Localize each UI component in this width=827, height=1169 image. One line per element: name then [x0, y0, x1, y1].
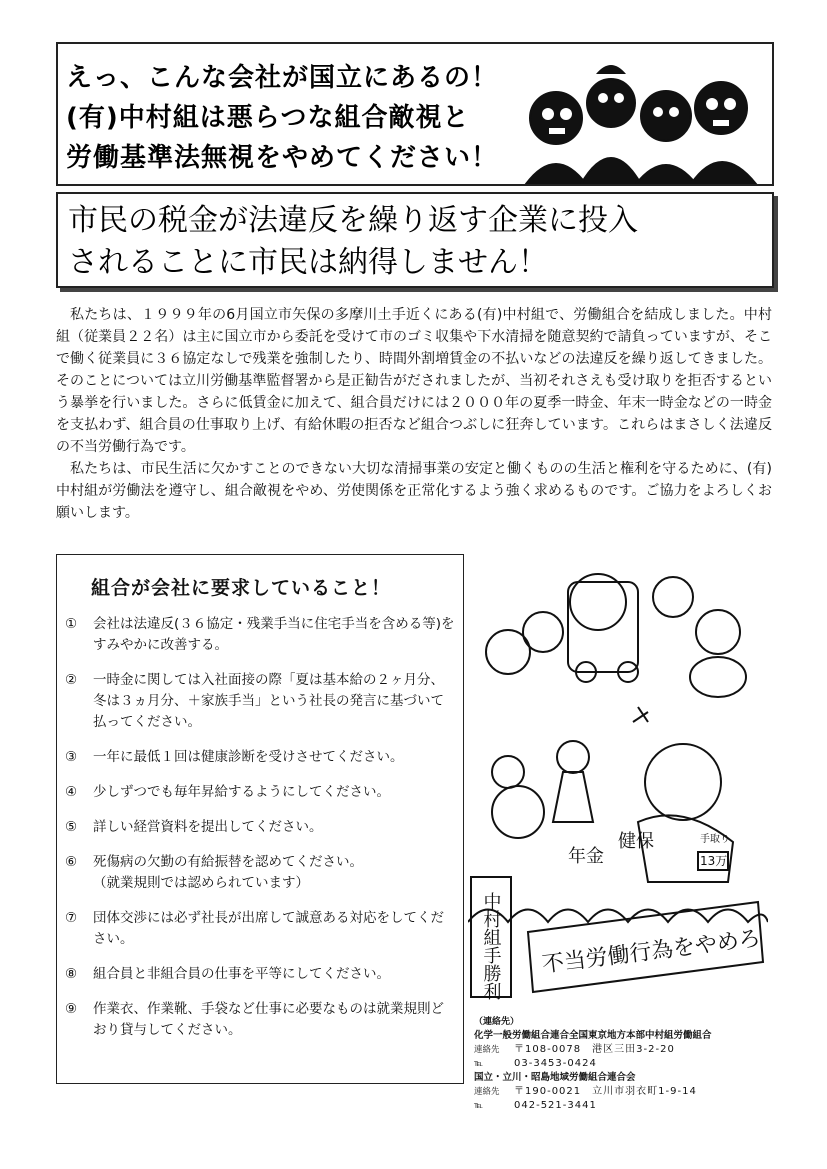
demand-item: [65, 852, 455, 894]
headline: [66, 58, 566, 178]
demand-item: [65, 782, 455, 803]
demand-text: 作業衣、作業靴、手袋など仕事に必要なものは就業規則どおり貸与してください。: [93, 1001, 444, 1038]
banner-horizontal: 不当労働行為をやめろ: [540, 926, 763, 978]
contact-phone: 042-521-3441: [514, 1100, 597, 1111]
sign-pension: 年金: [568, 846, 604, 867]
demands-title: 組合が会社に要求していること！: [91, 577, 392, 599]
contact-phone: 03-3453-0424: [514, 1058, 597, 1069]
intro-paragraph: 私たちは、市民生活に欠かすことのできない大切な清掃事業の安定と働くものの生活と権利を守るために、(有)中村組が労働法を遵守し、組合敵視をやめ、労使関係を正常化するよう強く求めるものです。ご協力をよろしくお願いします。: [56, 461, 772, 521]
demand-number: ⑥: [65, 854, 78, 870]
demand-text: 組合員と非組合員の仕事を平等にしてください。: [93, 966, 390, 982]
demand-text: 一時金に関しては入社面接の際「夏は基本給の２ヶ月分、冬は３ヵ月分、＋家族手当」という社長の発言に基づいて払ってください。: [93, 672, 444, 730]
demand-item: [65, 964, 455, 985]
contact-label: 連絡先: [474, 1087, 500, 1097]
contact-tel-label: ℡: [474, 1101, 484, 1111]
demand-number: ⑧: [65, 966, 78, 982]
demand-item: [65, 817, 455, 838]
demand-text: 団体交渉には必ず社長が出席して誠意ある対応をしてください。: [93, 910, 444, 947]
contact-label: 連絡先: [474, 1045, 500, 1055]
workers-protest-illustration: [468, 522, 768, 1012]
demand-item: [65, 908, 455, 950]
demand-number: ④: [65, 784, 78, 800]
contact-address: 〒190-0021 立川市羽衣町1-9-14: [514, 1086, 697, 1097]
protesting-crowd-illustration: [516, 48, 766, 184]
demand-number: ③: [65, 749, 78, 765]
demand-text: 死傷病の欠勤の有給振替を認めてください。: [93, 854, 363, 870]
demand-text: 詳しい経営資料を提出してください。: [93, 819, 323, 835]
demand-number: ⑦: [65, 910, 78, 926]
contact-tel-label: ℡: [474, 1059, 484, 1069]
subheadline-line: 市民の税金が法違反を繰り返す企業に投入: [68, 203, 638, 238]
intro-text: [56, 304, 772, 524]
demand-item: [65, 614, 455, 656]
contact-org: 国立・立川・昭島地域労働組合連合会: [474, 1072, 636, 1083]
demand-text: 一年に最低１回は健康診断を受けさせてください。: [93, 749, 404, 765]
demand-number: ②: [65, 672, 78, 688]
sign-amount: 13万: [700, 854, 728, 868]
sign-bonus: 手取り: [700, 834, 730, 845]
banner-vertical: 中村組手勝利: [480, 892, 502, 1000]
demand-text: 少しずつでも毎年昇給するようにしてください。: [93, 784, 390, 800]
contact-address: 〒108-0078 港区三田3-2-20: [514, 1044, 675, 1055]
sign-insurance: 健保: [618, 831, 654, 852]
demand-text: 会社は法違反(３６協定・残業手当に住宅手当を含める等)をすみやかに改善する。: [93, 616, 455, 653]
contact-heading: （連絡先）: [474, 1017, 520, 1027]
demand-item: [65, 747, 455, 768]
subheadline-line: されることに市民は納得しません！: [68, 245, 548, 280]
contact-org: 化学一般労働組合連合全国東京地方本部中村組労働組合: [474, 1030, 712, 1041]
subheadline-box: [56, 192, 774, 288]
headline-line: えっ、こんな会社が国立にあるの！: [66, 63, 499, 93]
intro-paragraph: 私たちは、１９９９年の6月国立市矢保の多摩川土手近くにある(有)中村組で、労働組合を結成しました。中村組（従業員２２名）は主に国立市から委託を受けて市のゴミ収集や下水清掃を随意契約で請負っていますが、そこで働く従業員に３６協定なしで残業を強制したり、時間外割増賃金の不払いなどの法違反を繰り返してきました。そのことについては立川労働基準監督署から是正勧告がだされましたが、当初それさえも受け取りを拒否するという暴挙を行いました。さらに低賃金に加えて、組合員だけには２０００年の夏季一時金、年末一時金などの一時金を支払わず、組合員の仕事取り上げ、有給休暇の拒否など組合つぶしに狂奔しています。これらはまさしく法違反の不当労働行為です。: [56, 307, 772, 455]
demand-number: ⑤: [65, 819, 78, 835]
demand-item: [65, 999, 455, 1041]
demand-number: ⑨: [65, 1001, 78, 1017]
demands-box: [56, 554, 464, 1084]
demand-note: （就業規則では認められています）: [93, 875, 309, 891]
headline-line: (有)中村組は悪らつな組合敵視と: [66, 103, 470, 133]
header-box: [56, 42, 774, 186]
demand-number: ①: [65, 616, 78, 632]
headline-line: 労働基準法無視をやめてください！: [66, 143, 499, 173]
demand-item: [65, 670, 455, 733]
contact-info: [474, 1015, 774, 1113]
